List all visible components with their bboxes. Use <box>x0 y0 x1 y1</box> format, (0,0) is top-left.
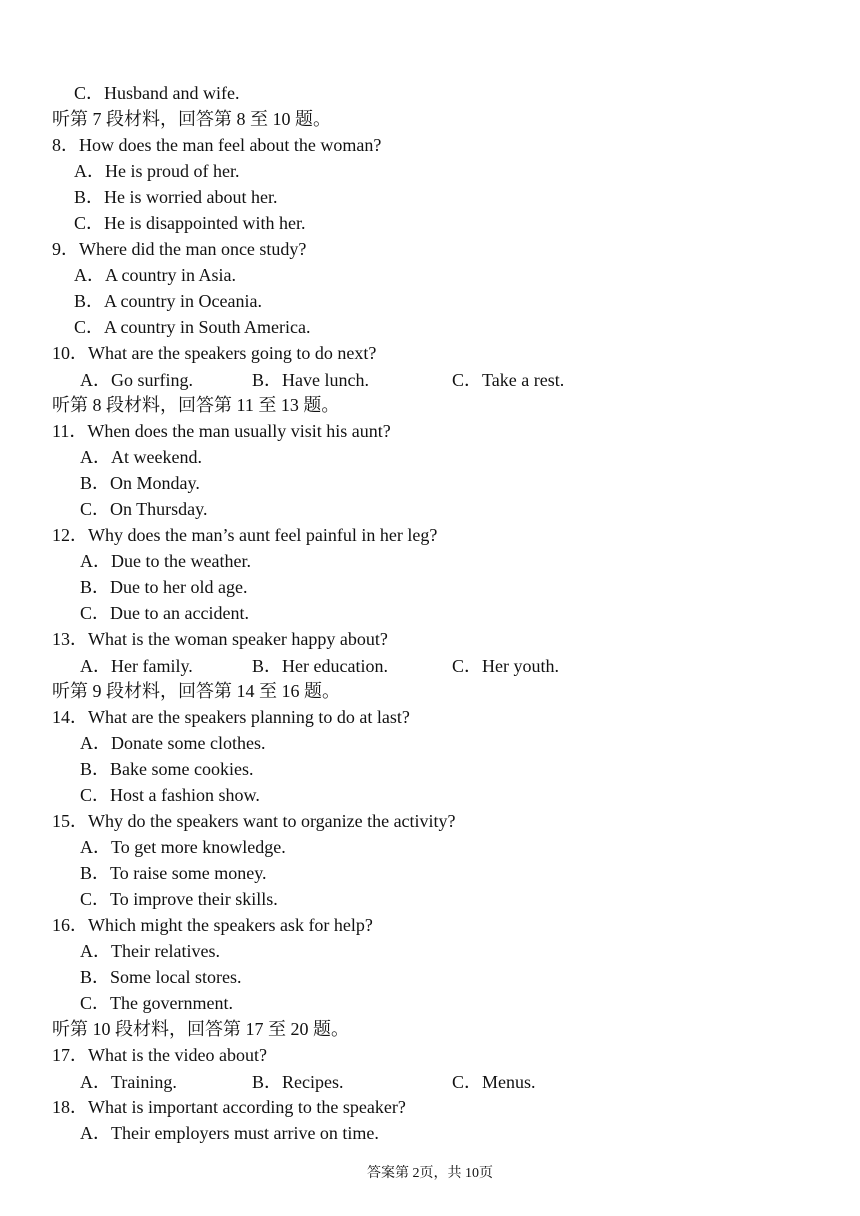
option-text: C．Host a fashion show. <box>80 785 260 805</box>
option-text: B．On Monday. <box>80 473 200 493</box>
option-text: A．Go surfing. <box>80 370 193 390</box>
option-text: C．Her youth. <box>452 656 559 676</box>
option-text: B．Have lunch. <box>252 370 369 390</box>
option-text: B．Her education. <box>252 656 388 676</box>
option-text: A．At weekend. <box>80 447 202 467</box>
option-text: A．A country in Asia. <box>74 265 236 285</box>
question-text: 13．What is the woman speaker happy about? <box>52 629 388 649</box>
option-text: A．Training. <box>80 1072 177 1092</box>
question-text: 12．Why does the man’s aunt feel painful in her leg? <box>52 525 438 545</box>
option-text: B．Recipes. <box>252 1072 344 1092</box>
option-text: C．The government. <box>80 993 233 1013</box>
option-text: B．A country in Oceania. <box>74 291 262 311</box>
option-text: A．Their employers must arrive on time. <box>80 1123 379 1143</box>
question-text: 11．When does the man usually visit his aunt? <box>52 421 391 441</box>
option-text: C．He is disappointed with her. <box>74 213 306 233</box>
question-text: 14．What are the speakers planning to do at last? <box>52 707 410 727</box>
option-text: A．Their relatives. <box>80 941 220 961</box>
question-text: 18．What is important according to the speaker? <box>52 1097 406 1117</box>
option-text: C．A country in South America. <box>74 317 311 337</box>
question-text: 9．Where did the man once study? <box>52 239 307 259</box>
option-text: B．Bake some cookies. <box>80 759 254 779</box>
question-text: 17．What is the video about? <box>52 1045 267 1065</box>
option-text: C．Menus. <box>452 1072 536 1092</box>
option-text: B．Some local stores. <box>80 967 242 987</box>
option-text: A．Donate some clothes. <box>80 733 266 753</box>
section-heading: 听第 10 段材料，回答第 17 至 20 题。 <box>52 1019 349 1039</box>
section-heading: 听第 8 段材料，回答第 11 至 13 题。 <box>52 395 340 415</box>
option-text: A．To get more knowledge. <box>80 837 286 857</box>
option-row <box>0 1068 860 1094</box>
option-row <box>0 652 860 678</box>
question-text: 8．How does the man feel about the woman? <box>52 135 382 155</box>
section-heading: 听第 9 段材料，回答第 14 至 16 题。 <box>52 681 340 701</box>
option-text: C．Due to an accident. <box>80 603 249 623</box>
section-heading: 听第 7 段材料，回答第 8 至 10 题。 <box>52 109 331 129</box>
question-text: 10．What are the speakers going to do next? <box>52 343 377 363</box>
option-text: B．To raise some money. <box>80 863 267 883</box>
option-text: C．On Thursday. <box>80 499 208 519</box>
option-row <box>0 366 860 392</box>
page-footer: 答案第 2页，共 10页 <box>367 1166 493 1181</box>
option-text: A．Due to the weather. <box>80 551 251 571</box>
option-text: A．Her family. <box>80 656 193 676</box>
question-text: 15．Why do the speakers want to organize the activity? <box>52 811 456 831</box>
option-text: B．He is worried about her. <box>74 187 278 207</box>
option-text: C．Husband and wife. <box>74 83 240 103</box>
option-text: A．He is proud of her. <box>74 161 240 181</box>
option-text: C．Take a rest. <box>452 370 565 390</box>
option-text: C．To improve their skills. <box>80 889 278 909</box>
question-list <box>0 80 860 1146</box>
question-text: 16．Which might the speakers ask for help? <box>52 915 373 935</box>
option-text: B．Due to her old age. <box>80 577 248 597</box>
